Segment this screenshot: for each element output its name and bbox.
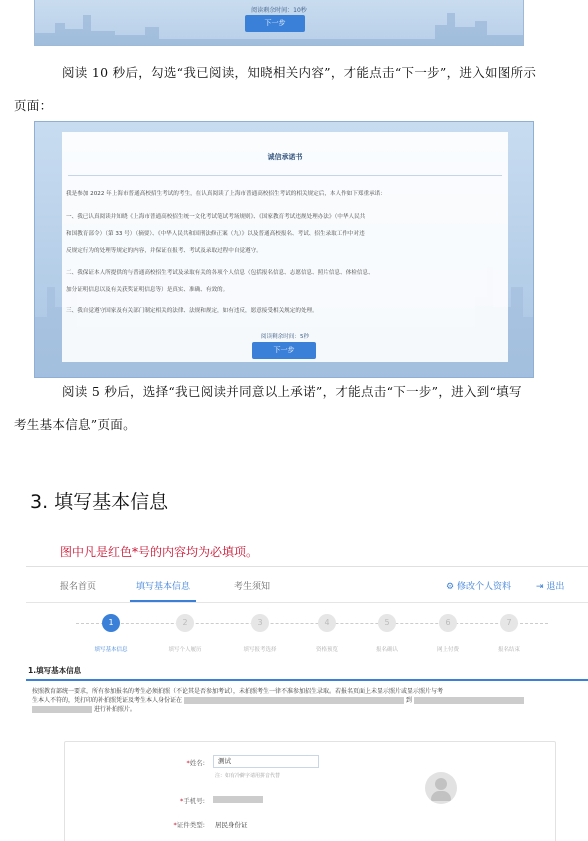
paragraph-line: 考生基本信息”页面。 <box>14 417 136 432</box>
edit-profile-label: 修改个人资料 <box>456 582 511 592</box>
instruction-paragraph-1 <box>14 56 584 122</box>
logout-icon: ⇥ <box>536 582 544 592</box>
paragraph-line: 页面： <box>14 98 53 113</box>
notice-text: 生本人不符的，凭打印的补拍照凭证及考生本人身份证在 <box>32 697 183 704</box>
step-6-circle: 6 <box>439 614 457 632</box>
redacted-text <box>414 697 524 704</box>
instruction-paragraph-2 <box>14 375 584 441</box>
pledge-line: 反规定行为的处理等规定的内容，并保证在报考、考试及录取过程中自觉遵守。 <box>66 248 262 254</box>
pledge-title: 诚信承诺书 <box>267 153 303 161</box>
phone-redacted-value <box>213 796 263 803</box>
avatar-head <box>435 778 447 790</box>
next-button[interactable]: 下一步 <box>245 15 305 32</box>
avatar-body <box>431 791 451 801</box>
paragraph-line: 阅读 5 秒后，选择“我已阅读并同意以上承诺”，才能点击“下一步”，进入到“填写 <box>62 384 522 399</box>
step-label: 填写报考选择 <box>243 647 277 653</box>
nav-basic-info[interactable]: 填写基本信息 <box>136 582 191 592</box>
pledge-line: 和国教育部令）（第 33 号）（摘要）、《中华人民共和国刑法修正案（九）》以及普通高校报名、考试、招生录取工作中对违 <box>66 231 365 237</box>
nav-notice[interactable]: 考生须知 <box>234 582 271 592</box>
notice-text: 按照教育部统一要求，所有参加报名的考生必须拍照（不论其是否参加考试），未拍照考生一律不准参加招生录取。若报名页面上未显示照片或显示照片与考 <box>32 688 444 695</box>
notice-text: 到 <box>405 697 412 704</box>
redacted-text <box>32 706 92 713</box>
step-7-circle: 7 <box>500 614 518 632</box>
divider <box>68 175 502 176</box>
reading-timer-text: 阅读剩余时间：5秒 <box>260 334 310 340</box>
required-fields-note: 图中凡是红色*号的内容均为必填项。 <box>60 545 259 559</box>
pledge-line: 我是参加 2022 年上海市普通高校招生考试的考生，在认真阅读了上海市普通高校招生考试的相关规定后，本人作如下郑重承诺： <box>66 191 386 197</box>
logout-link[interactable] <box>536 579 564 592</box>
edit-profile-link[interactable] <box>446 579 511 592</box>
step-label: 填写个人履历 <box>168 647 202 653</box>
pledge-line: 三、我自觉遵守国家及有关部门制定相关的法律、法规和规定，如有违反，愿意接受相关规定的处理。 <box>66 308 318 314</box>
step-label: 资格预览 <box>315 647 338 653</box>
id-type-label: *证件类型: <box>173 821 205 829</box>
steps-track <box>76 623 548 624</box>
step-1-circle: 1 <box>102 614 120 632</box>
top-nav <box>26 567 588 603</box>
screenshot-basic-info-form <box>26 566 588 841</box>
pledge-line: 一、我已认真阅读并知晓《上海市普通高校招生统一文化考试笔试考场规则》、《国家教育考试违规处理办法》（中华人民共 <box>66 214 366 220</box>
progress-steps <box>26 603 588 655</box>
name-hint: 注：如有冷僻字请用拼音代替 <box>215 773 281 779</box>
step-label: 报名确认 <box>375 647 398 653</box>
notice-text: 进行补拍照片。 <box>93 706 136 713</box>
nav-home[interactable]: 报名首页 <box>60 582 97 592</box>
pledge-panel <box>62 132 508 362</box>
section-divider <box>26 679 588 681</box>
gear-icon: ⚙ <box>446 582 455 592</box>
step-label: 网上付费 <box>436 647 459 653</box>
step-label: 填写基本信息 <box>94 647 128 653</box>
basic-info-form <box>64 741 556 841</box>
phone-label: *手机号: <box>180 797 205 805</box>
reading-timer-text: 阅读剩余时间：10秒 <box>251 7 307 14</box>
next-button[interactable]: 下一步 <box>252 342 316 359</box>
step-label: 报名结束 <box>497 647 520 653</box>
active-tab-indicator <box>130 600 196 602</box>
id-type-value[interactable]: 居民身份证 <box>215 821 248 829</box>
step-2-circle: 2 <box>176 614 194 632</box>
pledge-line: 加分证明信息以及有关获奖证明信息等）是真实、准确、有效的。 <box>66 287 229 293</box>
step-3-circle: 3 <box>251 614 269 632</box>
pledge-line: 二、我保证本人所提供的与普通高校招生考试及录取有关的各项个人信息（包括报名信息、志愿信息、照片信息、体检信息、 <box>66 270 374 276</box>
paragraph-line: 阅读 10 秒后，勾选“我已阅读，知晓相关内容”，才能点击“下一步”，进入如图所示 <box>62 65 537 80</box>
redacted-text <box>184 697 404 704</box>
screenshot-reading-timer-1 <box>34 0 524 46</box>
photo-notice <box>32 687 580 714</box>
name-input[interactable]: 测试 <box>213 755 319 768</box>
photo-placeholder-avatar <box>425 772 457 804</box>
section-heading: 3. 填写基本信息 <box>30 491 169 513</box>
screenshot-integrity-pledge <box>34 121 534 378</box>
step-5-circle: 5 <box>378 614 396 632</box>
name-label: *姓名: <box>186 759 205 767</box>
form-section-title: 1.填写基本信息 <box>28 666 82 675</box>
logout-label: 退出 <box>546 582 565 592</box>
step-4-circle: 4 <box>318 614 336 632</box>
